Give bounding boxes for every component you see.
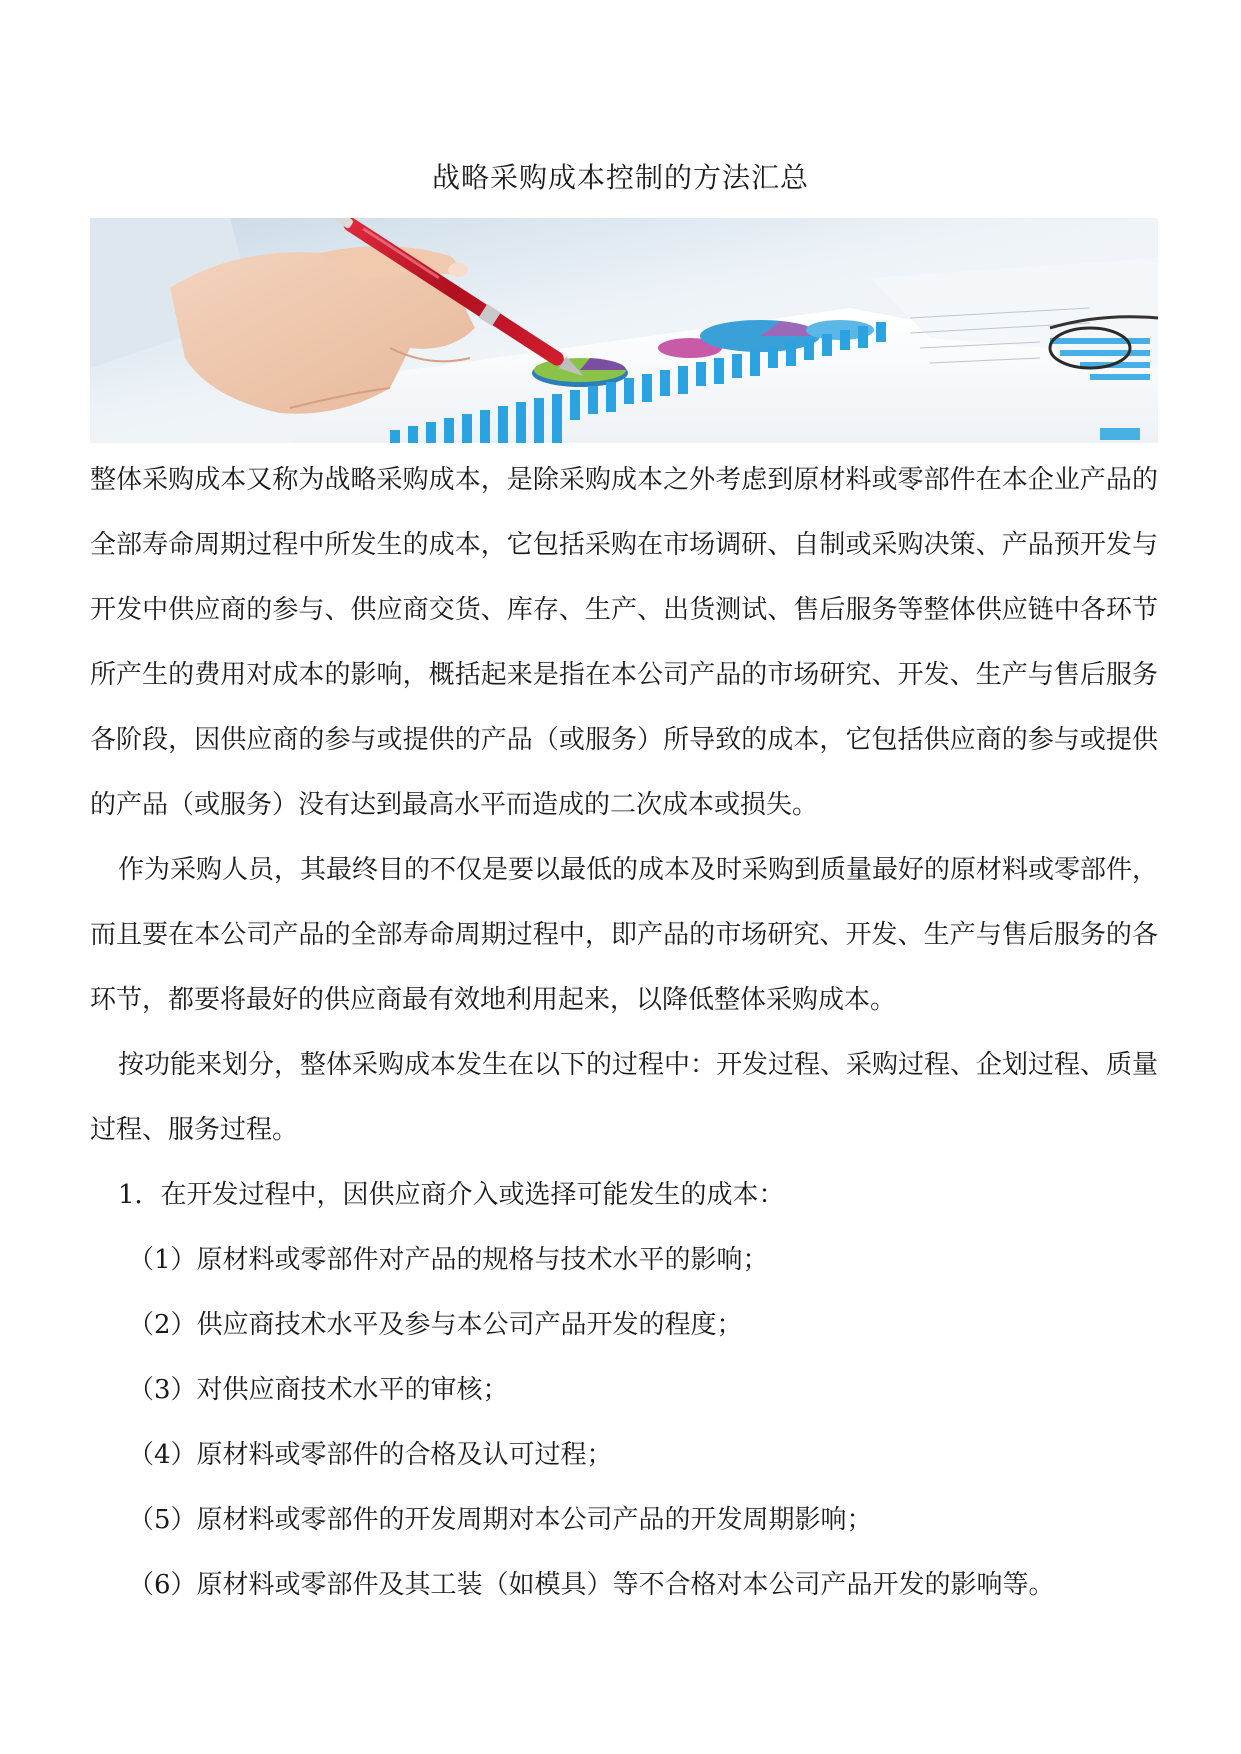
paragraph-1: 整体采购成本又称为战略采购成本，是除采购成本之外考虑到原材料或零部件在本企业产品的全部寿命周期过程中所发生的成本，它包括采购在市场调研、自制或采购决策、产品预开发与开发中供应商的参与、供应商交货、库存、生产、出货测试、售后服务等整体供应链中各环节所产生的费用对成本的影响，概括起来是指在本公司产品的市场研究、开发、生产与售后服务各阶段，因供应商的参与或提供的产品（或服务）所导致的成本，它包括供应商的参与或提供的产品（或服务）没有达到最高水平而造成的二次成本或损失。 xyxy=(90,465,1158,820)
list-item: （3）对供应商技术水平的审核； xyxy=(128,1375,509,1405)
hero-photo xyxy=(90,218,1158,443)
paragraph-2: 作为采购人员，其最终目的不仅是要以最低的成本及时采购到质量最好的原材料或零部件，而且要在本公司产品的全部寿命周期过程中，即产品的市场研究、开发、生产与售后服务的各环节，都要将最好的供应商最有效地利用起来，以降低整体采购成本。 xyxy=(90,855,1159,1015)
list-item: （2）供应商技术水平及参与本公司产品开发的程度； xyxy=(128,1310,743,1340)
paragraph-3: 按功能来划分，整体采购成本发生在以下的过程中：开发过程、采购过程、企划过程、质量过程、服务过程。 xyxy=(90,1050,1159,1145)
document-body xyxy=(90,448,1158,1618)
list-item: （5）原材料或零部件的开发周期对本公司产品的开发周期影响； xyxy=(128,1505,873,1535)
section-1-heading: 1．在开发过程中，因供应商介入或选择可能发生的成本： xyxy=(118,1180,785,1210)
list-item: （6）原材料或零部件及其工装（如模具）等不合格对本公司产品开发的影响等。 xyxy=(128,1570,1055,1600)
document-title: 战略采购成本控制的方法汇总 xyxy=(431,161,809,194)
list-item: （1）原材料或零部件对产品的规格与技术水平的影响； xyxy=(128,1245,769,1275)
list-item: （4）原材料或零部件的合格及认可过程； xyxy=(128,1440,613,1470)
